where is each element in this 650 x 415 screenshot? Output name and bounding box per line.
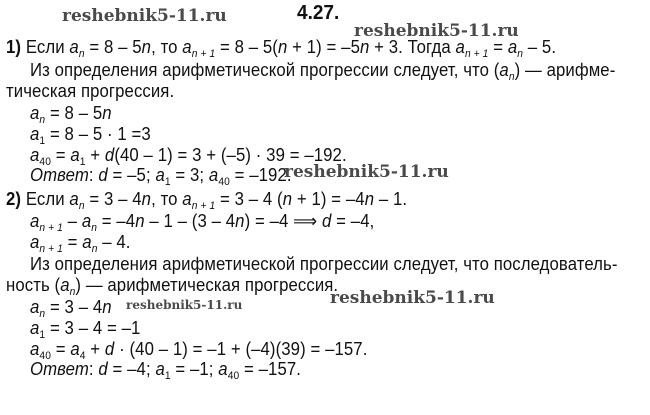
part2-formula-line: $a_1 = 3 - 4 = -1$ <box>30 318 141 341</box>
part2-formula-line: $a_n = 3 - 4n$ <box>30 297 112 320</box>
part2-definition-line: ность $(a_n)$ — арифметическая прогрессия. <box>6 275 339 298</box>
answer-label: Ответ <box>30 359 89 379</box>
part2-definition-line: Из определения арифметической прогрессии следует, что последователь- <box>30 254 618 274</box>
watermark: reshebnik5-11.ru <box>62 6 227 26</box>
part1-formula-line: $a_{40} = a_1 + d(40 - 1) = 3 + (-5) \cdot 39 = -192$. <box>30 145 347 168</box>
part1-formula-line: $a_1 = 8 - 5 \cdot 1 =3$ <box>30 124 151 147</box>
watermark: reshebnik5-11.ru <box>354 21 519 41</box>
part1-formula-line: $a_n = 8 - 5n$ <box>30 103 112 126</box>
part2-statement-line: 2) Если $a_n = 3 - 4n$, то $a_{n + 1} = 3 - 4$ (n + 1) = –4n – 1. <box>6 189 408 212</box>
part2-formula-line: $a_{40} = a_4 + d \cdot (40 - 1) = -1 + (-4)(39) = -157$. <box>30 339 368 362</box>
part1-statement-line: 1) Если $a_n = 8 - 5n$, то $a_{n + 1} = 8 - 5(n + 1) = -5n + 3$. Тогда $a_{n + 1} = a_n - 5$. <box>6 37 557 60</box>
part1-answer-line: Ответ: d = –5; $a_1 = 3$; $a_{40} = -192$. <box>30 165 292 188</box>
watermark: reshebnik5-11.ru <box>126 298 243 312</box>
part2-answer-line: Ответ: d = –4; $a_1 = -1$; $a_{40} = -157$. <box>30 359 302 382</box>
watermark: reshebnik5-11.ru <box>330 288 495 308</box>
part1-definition-line: Из определения арифметической прогрессии следует, что $(a_n)$ — арифме- <box>30 60 616 83</box>
answer-label: Ответ <box>30 165 89 185</box>
watermark: reshebnik5-11.ru <box>284 162 449 182</box>
problem-number: 4.27. <box>297 2 340 24</box>
part2-number: 2) <box>6 189 22 209</box>
part1-number: 1) <box>6 37 22 57</box>
part2-formula-line: $a_{n + 1} = a_n - 4$. <box>30 232 131 255</box>
part1-definition-line: тическая прогрессия. <box>6 81 175 101</box>
part2-formula-line: $a_{n + 1} - a_n = -4n - 1 - (3 - 4n) = -4$ ⟹ d = –4, <box>30 211 375 234</box>
